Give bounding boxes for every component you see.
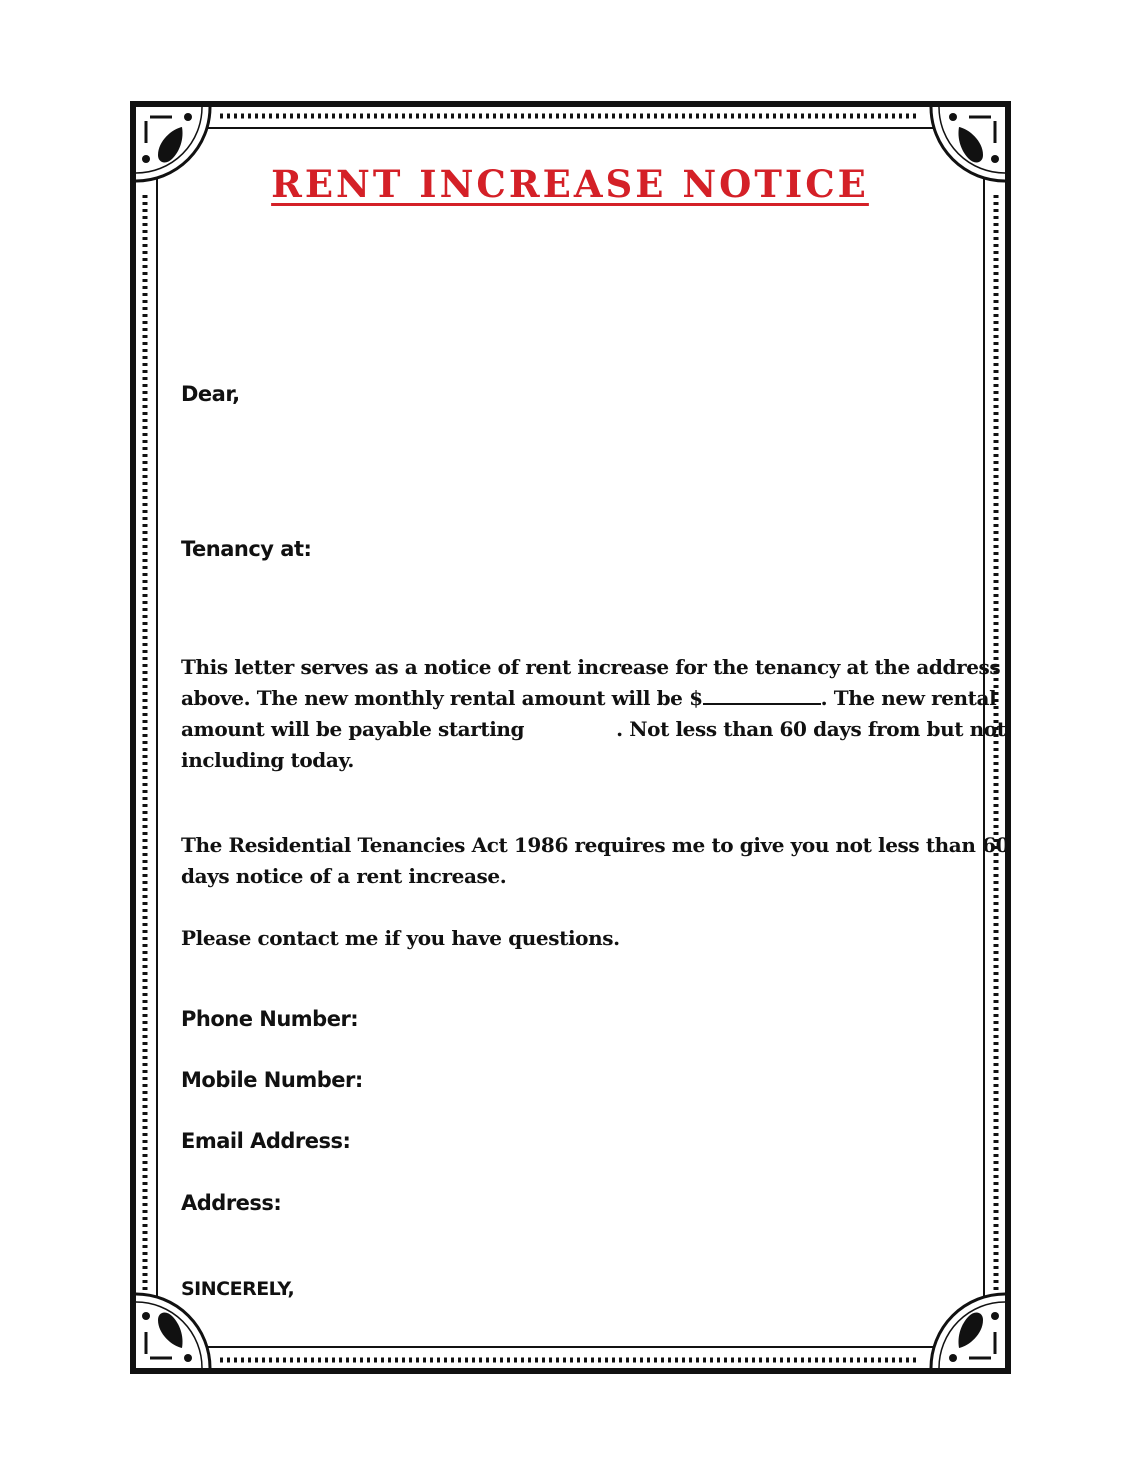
notice-line-2-before: above. The new monthly rental amount will be $ [181,686,703,710]
act-paragraph [181,830,1010,892]
notice-line-3-before: amount will be payable starting [181,717,525,741]
closing-signoff: SINCERELY, [181,1278,295,1300]
rent-amount-blank[interactable] [703,685,821,705]
act-line-1: The Residential Tenancies Act 1986 requires me to give you not less than 60 [181,833,1010,857]
notice-line-3 [181,714,1006,745]
email-address-label: Email Address: [181,1129,351,1153]
phone-number-label: Phone Number: [181,1007,359,1031]
notice-line-2 [181,683,997,714]
corner-ornament-bottom-left [136,1294,210,1368]
document-title: RENT INCREASE NOTICE [271,162,869,206]
act-line-2: days notice of a rent increase. [181,864,507,888]
notice-line-4: including today. [181,748,354,772]
corner-ornament-bottom-right [931,1294,1005,1368]
mobile-number-label: Mobile Number: [181,1068,363,1092]
notice-line-2-after: . The new rental [820,686,997,710]
salutation: Dear, [181,382,240,406]
notice-paragraph [181,652,1006,776]
contact-paragraph [181,923,971,954]
address-label: Address: [181,1191,282,1215]
notice-line-3-after: . Not less than 60 days from but not [616,717,1006,741]
tenancy-label: Tenancy at: [181,537,312,561]
contact-line: Please contact me if you have questions. [181,926,620,950]
notice-line-1: This letter serves as a notice of rent increase for the tenancy at the address [181,655,1001,679]
